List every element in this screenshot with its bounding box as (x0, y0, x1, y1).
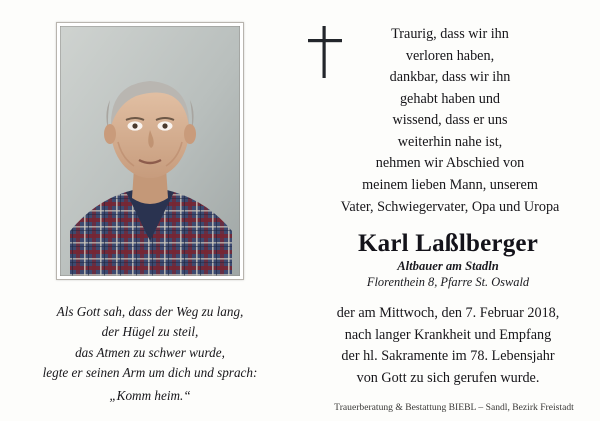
verse-line-3: das Atmen zu schwer wurde, (75, 344, 225, 360)
intro-line-2: verloren haben, (405, 47, 495, 64)
deceased-address: Florenthein 8, Pfarre St. Oswald (366, 275, 530, 290)
left-column (0, 0, 290, 421)
intro-line-3: dankbar, dass wir ihn (389, 69, 511, 86)
verse-line-4: legte er seinen Arm um dich und sprach: (42, 365, 258, 381)
death-line-3: der hl. Sakramente im 78. Lebensjahr (341, 348, 555, 365)
intro-line-8: meinem lieben Mann, unserem (362, 177, 538, 194)
deceased-name: Karl Laßlberger (357, 230, 539, 258)
death-line-4: von Gott zu sich gerufen wurde. (356, 369, 540, 386)
right-column (290, 0, 600, 421)
intro-block (325, 24, 575, 218)
intro-line-9: Vater, Schwiegervater, Opa und Uropa (340, 198, 560, 215)
verse-block (43, 302, 258, 406)
intro-line-6: weiterhin nahe ist, (397, 133, 503, 150)
verse-line-2: der Hügel zu steil, (101, 324, 199, 340)
verse-line-1: Als Gott sah, dass der Weg zu lang, (56, 304, 244, 319)
death-line-2: nach langer Krankheit und Empfang (344, 326, 552, 343)
portrait-frame (56, 22, 244, 280)
intro-line-5: wissend, dass er uns (392, 112, 508, 129)
deceased-title: Altbauer am Stadln (397, 259, 499, 274)
death-line-1: der am Mittwoch, den 7. Februar 2018, (336, 305, 560, 322)
verse-line-5: „Komm heim.“ (109, 387, 191, 403)
latin-cross-icon (308, 26, 342, 78)
intro-line-1: Traurig, dass wir ihn (391, 26, 509, 42)
intro-line-7: nehmen wir Abschied von (375, 155, 525, 172)
intro-line-4: gehabt haben und (399, 90, 501, 107)
funeral-home-credit: Trauerberatung & Bestattung BIEBL – Sandl, Bezirk Freistadt (334, 402, 574, 413)
portrait-photo (60, 26, 240, 276)
death-details-block (337, 303, 560, 389)
